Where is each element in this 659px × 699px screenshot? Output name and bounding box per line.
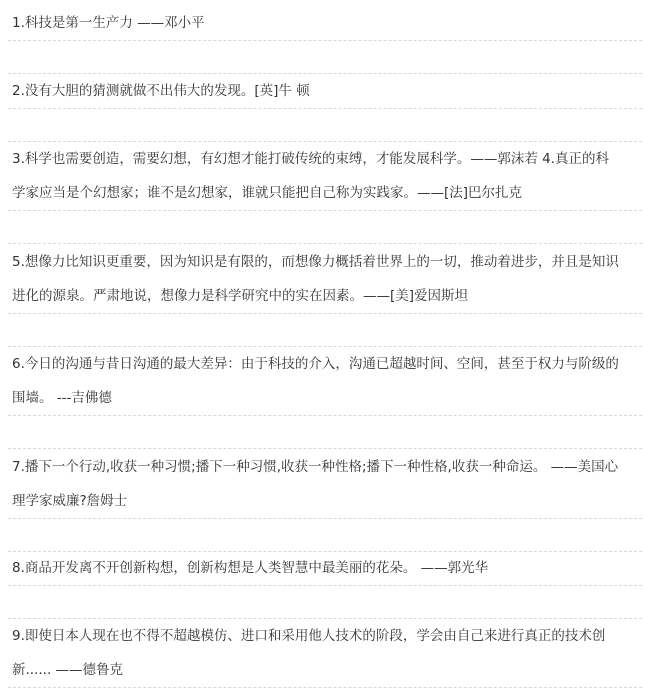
quote-text: 学家应当是个幻想家；谁不是幻想家，谁就只能把自己称为实践家。——[法]巴尔扎克 [12,185,523,201]
quote-item-4 [8,245,642,314]
divider [8,448,642,449]
quote-text: 围墙。 ---吉佛德 [12,390,112,406]
quote-text: 进化的源泉。严肃地说，想像力是科学研究中的实在因素。——[美]爱因斯坦 [12,288,469,304]
quote-item-5 [8,347,642,416]
quote-text: 8.商品开发离不开创新构想，创新构想是人类智慧中最美丽的花朵。 ——郭光华 [12,560,489,576]
quote-text: 9.即使日本人现在也不得不超越模仿、进口和采用他人技术的阶段，学会由自己来进行真正的技术创 [12,628,606,644]
quote-text: 新...... ——德鲁克 [12,662,124,678]
quote-item-3 [8,142,642,211]
quote-text: 6.今日的沟通与昔日沟通的最大差异：由于科技的介入，沟通已超越时间、空间，甚至于权力与阶级的 [12,356,619,372]
quote-text: 5.想像力比知识更重要，因为知识是有限的，而想像力概括着世界上的一切，推动着进步，并且是知识 [12,254,619,270]
quote-item-6 [8,450,642,519]
quote-text: 2.没有大胆的猜测就做不出伟大的发现。[英]牛 顿 [12,83,310,99]
quote-item-1 [8,6,642,41]
quote-item-2 [8,74,642,109]
quote-text: 1.科技是第一生产力 ——邓小平 [12,15,205,31]
quote-text: 理学家威廉?詹姆士 [12,493,128,509]
quote-item-8 [8,619,642,688]
divider [8,243,642,244]
quote-text: 7.播下一个行动,收获一种习惯;播下一种习惯,收获一种性格;播下一种性格,收获一种命运。 ——美国心 [12,459,619,475]
quote-text: 3.科学也需要创造，需要幻想，有幻想才能打破传统的束缚，才能发展科学。——郭沫若 4.真正的科 [12,151,610,167]
quote-item-7 [8,551,642,586]
